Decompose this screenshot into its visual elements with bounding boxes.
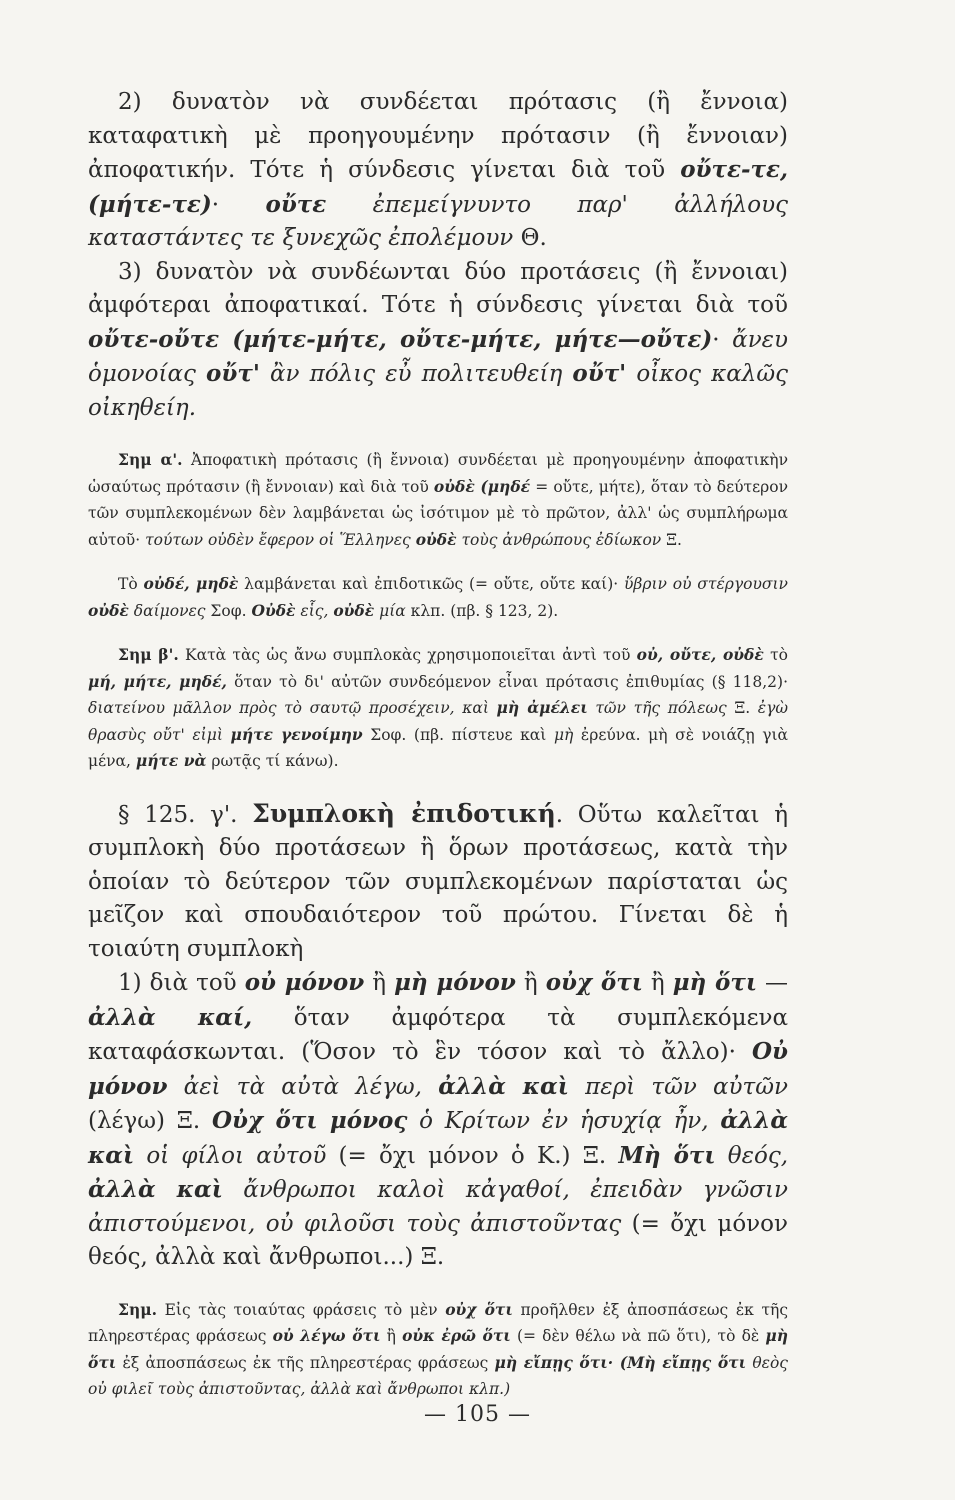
paragraph-2: [88, 86, 788, 256]
text-run: οὐχ ὅτι: [445, 1299, 513, 1319]
text-run: μήτε γενοίμην: [230, 724, 363, 744]
text-run: τούτων οὐδὲν ἔφερον οἱ Ἕλληνες: [145, 530, 411, 549]
text-run: ἢ: [515, 970, 546, 996]
text-run: . Οὕτω καλεῖται ἡ συμπλοκὴ δύο προτάσεων ἢ ὅρων προτάσεως, κατὰ τὴν ὁποίαν τὸ δεύτερον τῶν συμπλεκομένων παρίσταται ὡς μεῖζον καὶ σπουδαιότερον τοῦ πρώτου. Γίνεται δὲ ἡ τοιαύτη συμπλοκὴ: [88, 801, 788, 962]
paragraph-125-1: [88, 966, 788, 1275]
text-run: [223, 726, 231, 744]
text-run: ἢ: [380, 1327, 403, 1345]
text-run: ἀεὶ τὰ αὐτὰ λέγω,: [167, 1073, 422, 1100]
text-run: οὐχ ὅτι: [545, 969, 643, 996]
text-run: μὴ μόνον: [394, 969, 516, 996]
text-run: (= ὄχι μόνον ὁ Κ.) Ξ.: [326, 1142, 619, 1169]
text-run: οἱ φίλοι αὐτοῦ: [134, 1142, 327, 1169]
text-run: τοὺς ἀνθρώπους ἐδίωκον: [456, 530, 662, 549]
text-run: Οὐ μόνον: [88, 1038, 788, 1100]
text-run: [489, 699, 497, 717]
text-run: ·: [211, 191, 266, 218]
text-run: ·: [712, 326, 733, 353]
text-run: Σημ.: [118, 1299, 157, 1319]
text-run: Ξ.: [726, 699, 758, 717]
paragraph-3: [88, 256, 788, 426]
text-run: οἶκος καλῶς οἰκηθείη.: [88, 361, 788, 421]
text-run: μήτε νὰ: [135, 751, 207, 770]
text-run: [709, 1108, 721, 1134]
text-run: Σοφ. (πβ. πίστευε καὶ: [362, 725, 554, 744]
text-run: οὐκ ἐρῶ ὅτι: [402, 1326, 511, 1345]
text-run: οὐδὲ: [88, 600, 129, 620]
text-run: = οὔτε, μήτε), ὅταν τὸ δεύτερον τῶν συμπλεκομένων δὲν λαμβάνεται ὡς ἰσότιμον μὲ τὸ πρῶτον, ἀλλ' ὡς συμπλήρωμα αὐτοῦ·: [88, 477, 789, 549]
text-run: μὴ εἴπῃς ὅτι· (Μὴ εἴπῃς ὅτι: [494, 1352, 747, 1372]
text-run: 2) δυνατὸν νὰ συνδέεται πρότασις (ἢ ἔννοια) καταφατικὴ μὲ προηγουμένην πρότασιν (ἢ ἔννοιαν) ἀποφατικήν. Τότε ἡ σύνδεσις γίνεται διὰ τοῦ: [88, 89, 788, 183]
note-oude: [88, 571, 788, 624]
text-run: Ξ.: [661, 530, 682, 549]
text-run: δαίμονες: [128, 601, 206, 620]
text-run: προῆλθεν ἐξ ἀποσπάσεως ἐκ τῆς πληρεστέρας φράσεως: [88, 1300, 788, 1345]
text-run: (= δὲν θέλω νὰ πῶ ὅτι), τὸ δὲ: [510, 1327, 766, 1345]
text-run: μὴ ὅτι: [672, 969, 757, 996]
text-run: κλπ. (πβ. § 123, 2).: [405, 601, 559, 620]
text-run: μή, μήτε, μηδέ,: [88, 671, 227, 691]
text-run: [422, 1074, 438, 1100]
text-run: Σημ β'.: [118, 645, 179, 664]
text-run: § 125. γ'.: [118, 801, 253, 828]
text-run: οὔτ': [206, 360, 260, 387]
text-run: ἀλλὰ καί,: [88, 1003, 253, 1031]
text-run: ἀλλὰ καὶ: [438, 1072, 569, 1100]
text-run: οὐ, οὔτε, οὐδὲ: [636, 645, 764, 664]
text-run: οὔτε-τε, (μήτε-τε): [88, 156, 788, 218]
page-number: — 105 —: [424, 1402, 531, 1427]
text-run: ὁ Κρίτων ἐν ἡσυχίᾳ ἦν,: [407, 1108, 709, 1134]
text-run: οὐδὲ: [415, 529, 457, 549]
text-run: [562, 361, 572, 387]
text-run: —: [756, 970, 789, 996]
text-run: λαμβάνεται καὶ ἐπιδοτικῶς (= οὔτε, οὔτε καί)·: [238, 575, 624, 593]
text-run: ὅταν τὸ δι' αὐτῶν συνδεόμενον εἶναι πρότασις ἐπιθυμίας (§ 118,2)·: [226, 672, 789, 691]
text-run: περὶ τῶν αὐτῶν: [568, 1073, 789, 1100]
text-run: Μὴ ὅτι: [618, 1141, 716, 1169]
text-run: ἐπεμείγνυντο παρ' ἀλλήλους καταστάντες τε ξυνεχῶς ἐπολέμουν: [88, 191, 788, 251]
text-run: οὐδέ, μηδὲ: [143, 574, 239, 593]
text-run: ἀλλὰ καὶ: [88, 1107, 789, 1169]
text-run: Οὐδὲ: [251, 600, 296, 620]
text-run: Τὸ: [118, 575, 144, 593]
text-run: ἐξ ἀποσπάσεως ἐκ τῆς πληρεστέρας φράσεως: [116, 1353, 495, 1372]
note-beta: [88, 642, 788, 775]
section-125: [88, 797, 788, 967]
text-run: μὴ ἀμέλει: [496, 698, 588, 717]
text-run: οὔτ': [572, 360, 627, 387]
text-run: ἐρεύνα. μὴ σὲ νοιάζῃ γιὰ μένα,: [88, 725, 789, 770]
text-run: (= ὄχι μόνον θεός, ἀλλὰ καὶ ἄνθρωποι...) Ξ.: [88, 1210, 788, 1270]
text-run: Συμπλοκὴ ἐπιδοτική: [252, 798, 556, 828]
text-run: ρωτᾷς τί κάνω).: [206, 752, 339, 770]
text-run: ὅταν ἀμφότερα τὰ συμπλεκόμενα καταφάσκωνται. (Ὅσον τὸ ἓν τόσον καὶ τὸ ἄλλο)·: [88, 1004, 788, 1065]
text-run: θεός,: [715, 1142, 789, 1169]
text-run: εἷς,: [295, 601, 334, 620]
text-run: (λέγω) Ξ.: [88, 1108, 212, 1134]
text-run: ἄνευ ὁμονοίας: [88, 326, 788, 387]
text-run: [196, 361, 206, 387]
note-final: [88, 1297, 788, 1403]
text-run: ἢ: [364, 970, 395, 996]
text-run: ὕβριν οὐ στέργουσιν: [623, 575, 788, 593]
text-run: οὐδὲ: [333, 600, 375, 620]
text-run: ἢ: [642, 970, 673, 996]
text-run: Εἰς τὰς τοιαύτας φράσεις τὸ μὲν: [156, 1300, 446, 1319]
text-run: μὴ ὅτι: [88, 1326, 789, 1372]
text-run: οὔτε: [265, 190, 327, 218]
text-run: μία: [374, 601, 406, 620]
text-run: οὐδὲ (μηδέ: [433, 476, 531, 496]
text-run: οὐ λέγω ὅτι: [272, 1326, 381, 1345]
text-run: οὔτε-οὔτε (μήτε-μήτε, οὔτε-μήτε, μήτε—οὔτε): [88, 325, 713, 353]
text-run: τῶν τῆς πόλεως: [587, 699, 727, 717]
text-run: τὸ: [763, 646, 788, 664]
text-run: Κατὰ τὰς ὡς ἄνω συμπλοκὰς χρησιμοποιεῖται ἀντὶ τοῦ: [178, 646, 637, 664]
text-run: Οὐχ ὅτι μόνος: [211, 1107, 408, 1134]
text-run: οὐ μόνον: [244, 969, 365, 996]
text-run: Ἀποφατικὴ πρότασις (ἢ ἔννοια) συνδέεται μὲ προηγουμένην ἀποφατικὴν ὡσαύτως πρότασιν (ἢ ἔννοιαν) καὶ διὰ τοῦ: [88, 451, 788, 496]
text-run: Θ.: [513, 225, 547, 251]
text-run: ἂν πόλις εὖ πολιτευθείη: [259, 361, 563, 387]
text-run: 3) δυνατὸν νὰ συνδέωνται δύο προτάσεις (ἢ ἔννοιαι) ἀμφότεραι ἀποφατικαί. Τότε ἡ σύνδεσις γίνεται διὰ τοῦ: [88, 258, 788, 318]
note-alpha: [88, 447, 788, 553]
text-run: 1) διὰ τοῦ: [118, 970, 245, 996]
text-run: ἀλλὰ καὶ: [88, 1176, 223, 1203]
text-run: θεὸς οὐ φιλεῖ τοὺς ἀπιστοῦντας, ἀλλὰ καὶ ἄνθρωποι κλπ.): [88, 1353, 788, 1398]
text-run: Σημ α'.: [118, 450, 183, 469]
text-run: ἄνθρωποι καλοὶ κἀγαθοί, ἐπειδὰν γνῶσιν ἀπιστούμενοι, οὐ φιλοῦσι τοὺς ἀπιστοῦντας: [88, 1177, 788, 1237]
text-run: Σοφ.: [205, 601, 252, 620]
text-run: ἐγὼ θρασὺς οὔτ' εἰμὶ: [88, 699, 789, 744]
text-body: [88, 86, 788, 1403]
text-run: διατείνου μᾶλλον πρὸς τὸ σαυτῷ προσέχειν, καὶ: [88, 699, 489, 717]
text-run: μὴ: [553, 725, 574, 744]
